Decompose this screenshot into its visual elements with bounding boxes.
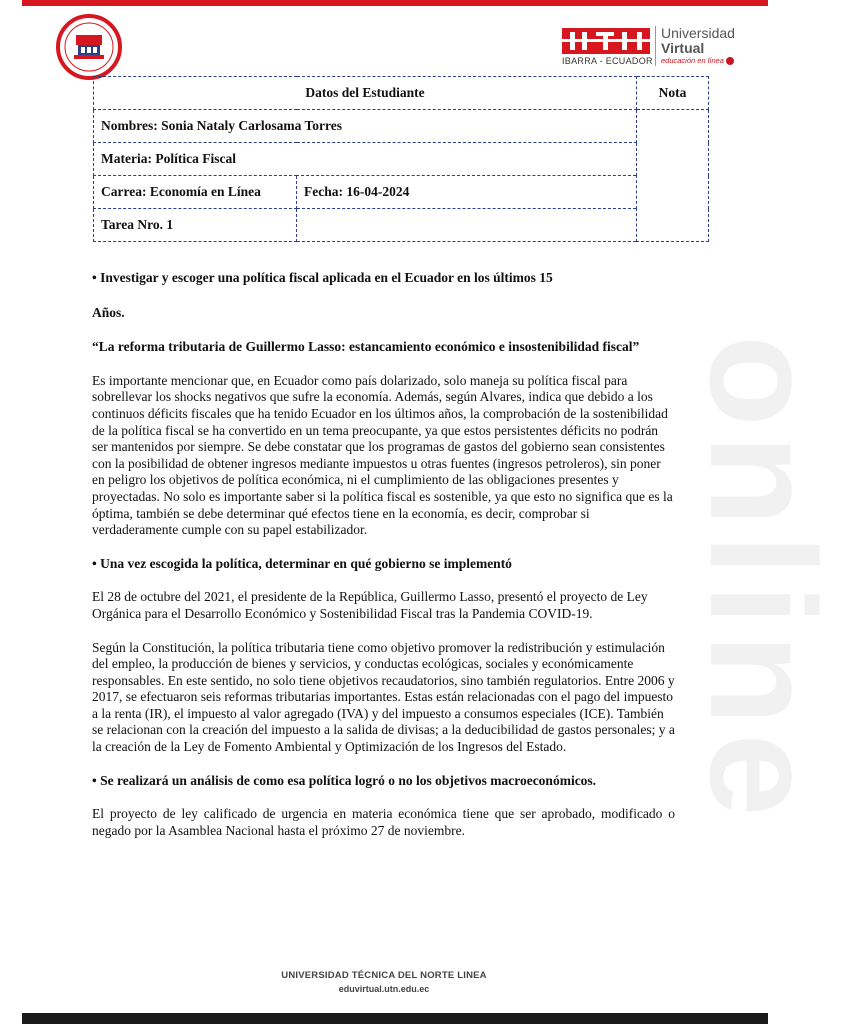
footer-university: UNIVERSIDAD TÉCNICA DEL NORTE LINEA <box>281 970 487 981</box>
empty-cell <box>297 209 637 242</box>
paragraph-1: Es importante mencionar que, en Ecuador como país dolarizado, solo maneja su política fiscal para sobrellevar los shocks negativos que sufre la economía. Además, según Alvares, indica que debido a los continuos déficits fiscales que ha tenido Ecuador en los últimos años, la comprobación de la sostenibilidad de la política fiscal se ha convertido en un tema preocupante, ya que estos persistentes déficits no podrán ser mantenidos por siempre. Se debe constatar que los programas de gastos del gobierno sean consistentes con la posibilidad de obtener ingresos mediante impuestos u otras fuentes (ingresos petroleros), sin poner en peligro los objetivos de política económica, ni el cumplimiento de las obligaciones presentes y proyectadas. No solo es importante saber si la política fiscal es sostenible, ya que esto no significa que es la óptima, también se debe determinar qué efectos tiene en la economía, es decir, comprobar si verdaderamente cumple con su papel estabilizador. <box>92 372 673 538</box>
career-cell: Carrea: Economía en Línea <box>94 176 297 209</box>
bottom-bar <box>22 1013 768 1024</box>
uv-dot-icon <box>726 57 734 65</box>
utn-wordmark-icon <box>562 28 650 54</box>
question-1-line1: • Investigar y escoger una política fiscal aplicada en el Ecuador en los últimos 15 <box>92 270 553 285</box>
task-number-cell: Tarea Nro. 1 <box>94 209 297 242</box>
subject-cell: Materia: Política Fiscal <box>94 143 637 176</box>
paragraph-4: El proyecto de ley calificado de urgencia en materia económica tiene que ser aprobado, modificado o negado por la Asamblea Nacional hasta el próximo 27 de noviembre. <box>92 806 675 838</box>
university-seal-logo <box>56 14 122 80</box>
footer-website: eduvirtual.utn.edu.ec <box>338 984 430 994</box>
utn-logo <box>562 28 652 68</box>
essay-title: “La reforma tributaria de Guillermo Lasso: estancamiento económico e insostenibilidad fiscal” <box>92 339 640 355</box>
utn-location-label: IBARRA - ECUADOR <box>562 56 653 66</box>
paragraph-2: El 28 de octubre del 2021, el presidente de la República, Guillermo Lasso, presentó el proyecto de Ley Orgánica para el Desarrollo Económico y Sostenibilidad Fiscal tras la Pandemia COVID-19. <box>92 589 648 621</box>
document-body <box>92 270 675 839</box>
logo-divider <box>655 26 656 66</box>
student-name-cell: Nombres: Sonia Nataly Carlosama Torres <box>94 110 637 143</box>
date-cell: Fecha: 16-04-2024 <box>297 176 637 209</box>
uv-line1: Universidad <box>661 25 735 41</box>
grade-header: Nota <box>637 77 709 110</box>
universidad-virtual-logo <box>661 26 735 66</box>
grade-cell <box>637 110 709 242</box>
page-footer <box>0 970 768 994</box>
uv-tagline: educación en línea <box>661 56 735 66</box>
paragraph-3: Según la Constitución, la política tributaria tiene como objetivo promover la redistribución y estimulación del empleo, la producción de bienes y servicios, y conductas ecológicas, sociales y económicamente responsables. En este sentido, no solo tiene objetivos recaudatorios, sino también regulatorios. Entre 2006 y 2017, se efectuaron seis reformas tributarias importantes. Estas están relacionadas con el pago del impuesto a la renta (IR), el impuesto al valor agregado (IVA) y del impuesto a consumos especiales (ICE). También se relacionan con la creación del impuesto a la salida de divisas; a la deducibilidad de gastos personales; y a la creación de la Ley de Fomento Ambiental y Optimización de los Ingresos del Estado. <box>92 639 675 755</box>
student-data-header: Datos del Estudiante <box>94 77 637 110</box>
question-1-line2: Años. <box>92 304 125 320</box>
question-3: • Se realizará un análisis de como esa política logró o no los objetivos macroeconómicos. <box>92 772 597 788</box>
question-2: • Una vez escogida la política, determinar en qué gobierno se implementó <box>92 555 512 571</box>
uv-line2: Virtual <box>661 40 705 56</box>
student-data-table <box>93 76 709 242</box>
online-watermark: online <box>679 335 847 825</box>
top-accent-bar <box>22 0 768 6</box>
